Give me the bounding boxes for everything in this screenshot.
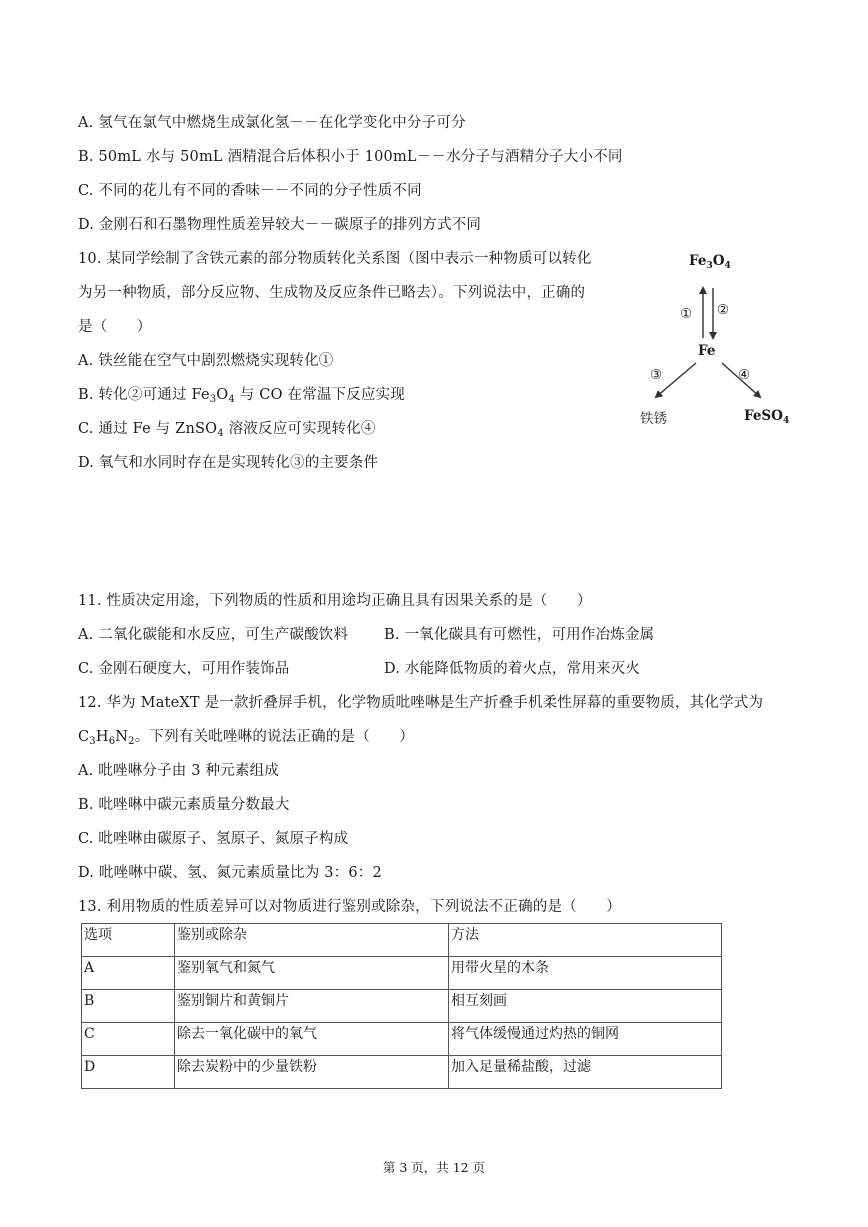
table-header-row (82, 924, 722, 957)
label-arrow-3: ③ (650, 367, 663, 383)
table-row (82, 1056, 722, 1089)
table-row (82, 957, 722, 990)
q10-option-d: D. 氧气和水同时存在是实现转化③的主要条件 (78, 455, 379, 471)
label-feso4: FeSO$_4$ (744, 408, 790, 426)
q12-stem-line2: $C_3H_6N_2$。下列有关吡唑啉的说法正确的是（ ） (78, 729, 415, 747)
q9-option-b: B. 50mL 水与 50mL 酒精混合后体积小于 100mL－－水分子与酒精分子大小不同 (78, 149, 623, 165)
q10-stem-line2: 为另一种物质，部分反应物、生成物及反应条件已略去）。下列说法中，正确的 (78, 285, 586, 301)
q11-row2 (78, 659, 641, 679)
table-cell: 除去炭粉中的少量铁粉 (175, 1056, 449, 1089)
label-arrow-1: ① (680, 306, 693, 322)
q13-stem: 13. 利用物质的性质差异可以对物质进行鉴别或除杂，下列说法不正确的是（ ） (78, 899, 621, 915)
table-cell: 鉴别氧气和氮气 (175, 957, 449, 990)
q12-option-b: B. 吡唑啉中碳元素质量分数最大 (78, 797, 290, 813)
q10-option-b: B. 转化②可通过 $Fe_3O_4$ 与 CO 在常温下反应实现 (78, 387, 406, 405)
table-header-cell: 方法 (449, 924, 722, 957)
q10-option-a: A. 铁丝能在空气中剧烈燃烧实现转化① (78, 353, 334, 369)
table-cell: 鉴别铜片和黄铜片 (175, 990, 449, 1023)
q9-option-c: C. 不同的花儿有不同的香味－－不同的分子性质不同 (78, 183, 422, 199)
q11-stem: 11. 性质决定用途，下列物质的性质和用途均正确且具有因果关系的是（ ） (78, 593, 592, 609)
table-cell: A (82, 957, 175, 990)
iron-conversion-diagram (640, 250, 800, 435)
label-arrow-4: ④ (738, 367, 751, 383)
table-cell: D (82, 1056, 175, 1089)
table-cell: C (82, 1023, 175, 1056)
q11-option-d: D. 水能降低物质的着火点，常用来灭火 (384, 661, 641, 677)
q12-option-a: A. 吡唑啉分子由 3 种元素组成 (78, 763, 280, 779)
q10-stem-line1: 10. 某同学绘制了含铁元素的部分物质转化关系图（图中表示一种物质可以转化 (78, 251, 592, 267)
q12-option-c: C. 吡唑啉由碳原子、氢原子、氮原子构成 (78, 831, 349, 847)
q10-stem-line3: 是（ ） (78, 319, 152, 335)
table-cell: 除去一氧化碳中的氧气 (175, 1023, 449, 1056)
table-cell: B (82, 990, 175, 1023)
table-row (82, 990, 722, 1023)
label-fe: Fe (698, 343, 716, 359)
q11-option-a: A. 二氧化碳能和水反应，可生产碳酸饮料 (78, 627, 349, 643)
q9-option-a: A. 氢气在氯气中燃烧生成氯化氢－－在化学变化中分子可分 (78, 115, 466, 131)
table-cell: 加入足量稀盐酸，过滤 (449, 1056, 722, 1089)
q9-option-d: D. 金刚石和石墨物理性质差异较大－－碳原子的排列方式不同 (78, 217, 482, 233)
q12-stem-line1: 12. 华为 MateXT 是一款折叠屏手机，化学物质吡唑啉是生产折叠手机柔性屏幕的重要物质，其化学式为 (78, 695, 764, 711)
q10-option-c: C. 通过 Fe 与 ZnSO$_4$ 溶液反应可实现转化④ (78, 421, 376, 439)
table-row (82, 1023, 722, 1056)
page-footer: 第 3 页，共 12 页 (382, 1160, 486, 1175)
q11-option-c: C. 金刚石硬度大，可用作装饰品 (78, 661, 290, 677)
q13-options-table (81, 923, 722, 1089)
q11-option-b: B. 一氧化碳具有可燃性，可用作冶炼金属 (384, 627, 655, 643)
table-cell: 将气体缓慢通过灼热的铜网 (449, 1023, 722, 1056)
table-header-cell: 选项 (82, 924, 175, 957)
table-cell: 用带火星的木条 (449, 957, 722, 990)
label-rust: 铁锈 (640, 411, 667, 427)
label-fe3o4: $Fe_3O_4$ (689, 253, 731, 271)
table-header-cell: 鉴别或除杂 (175, 924, 449, 957)
q12-option-d: D. 吡唑啉中碳、氢、氮元素质量比为 3：6：2 (78, 865, 382, 881)
table-cell: 相互刻画 (449, 990, 722, 1023)
q11-row1 (78, 625, 655, 645)
label-arrow-2: ② (717, 302, 730, 318)
